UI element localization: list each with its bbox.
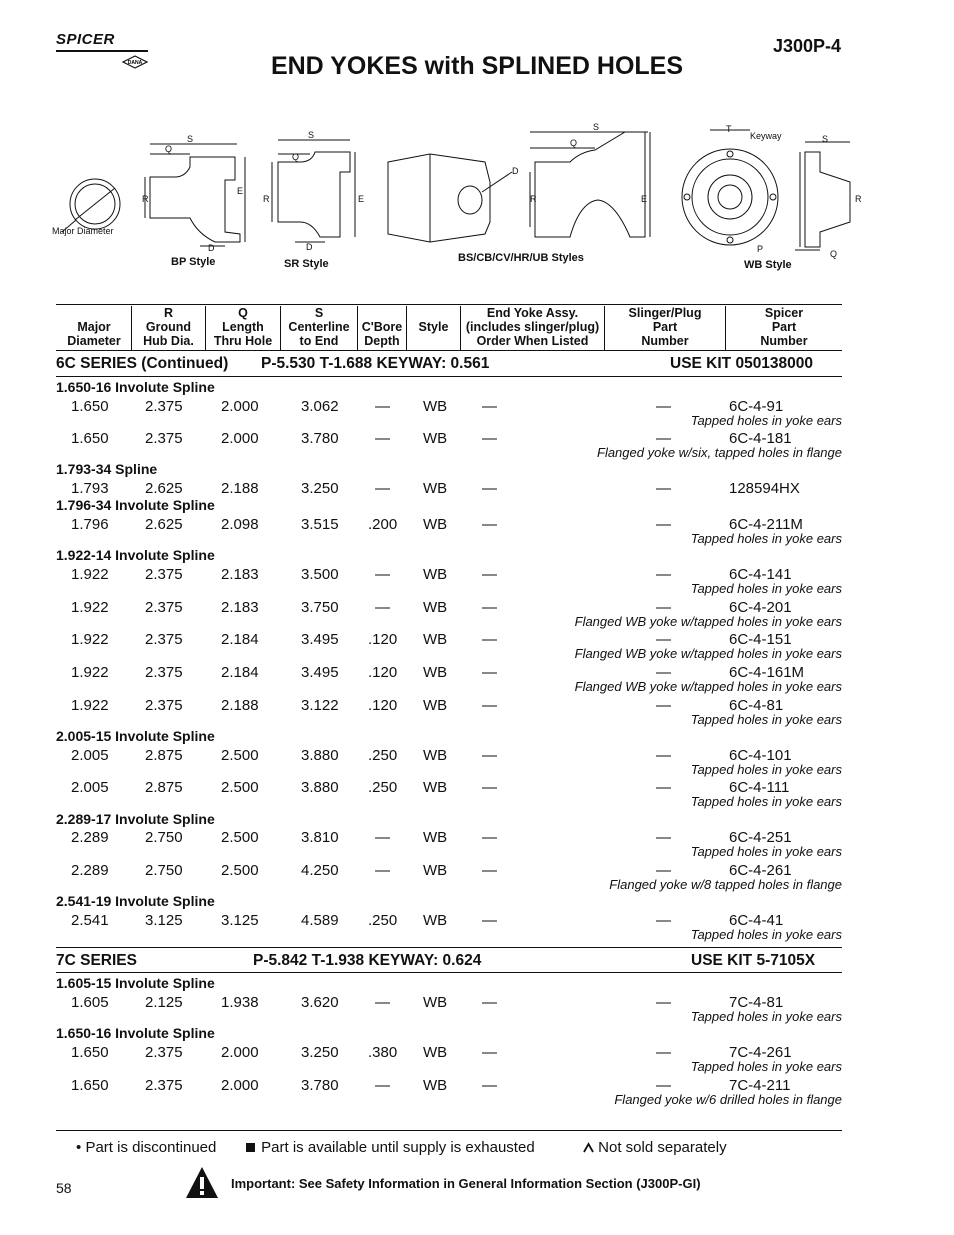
column-header-end-yoke-assy — [461, 306, 604, 348]
cell-assy: — — [482, 631, 497, 648]
dim-label-r: R — [855, 194, 862, 204]
bs-style-side-drawing — [530, 132, 650, 237]
legend-supply — [246, 1139, 535, 1156]
cell-slinger: — — [656, 516, 671, 533]
cell-r: 2.875 — [145, 779, 183, 796]
warning-icon — [184, 1165, 220, 1201]
row-note: Flanged yoke w/six, tapped holes in flange — [597, 445, 842, 460]
section-rule — [56, 376, 842, 377]
cell-style: WB — [423, 516, 448, 533]
column-header-r — [132, 306, 205, 348]
cell-style: WB — [423, 912, 448, 929]
cell-slinger: — — [656, 480, 671, 497]
cell-r: 2.375 — [145, 1044, 183, 1061]
cell-part-number: 6C-4-211M — [729, 516, 803, 533]
cell-cbore: .250 — [368, 779, 398, 796]
cell-slinger: — — [656, 664, 671, 681]
cell-s: 3.880 — [301, 779, 339, 796]
cell-assy: — — [482, 1077, 497, 1094]
cell-style: WB — [423, 566, 448, 583]
cell-part-number: 6C-4-91 — [729, 398, 784, 415]
dim-label-r: R — [530, 194, 537, 204]
bs-style-drawing — [388, 154, 512, 242]
column-header-line: Hub Dia. — [143, 334, 194, 348]
cell-r: 2.625 — [145, 516, 183, 533]
cell-s: 4.589 — [301, 912, 339, 929]
cell-major: 1.922 — [71, 664, 109, 681]
cell-major: 2.289 — [71, 829, 109, 846]
row-note: Tapped holes in yoke ears — [690, 844, 842, 859]
column-header-line: (includes slinger/plug) — [465, 320, 600, 334]
brand-logo: SPICER — [56, 31, 115, 48]
cell-r: 2.375 — [145, 697, 183, 714]
cell-major: 1.650 — [71, 398, 109, 415]
cell-q: 3.125 — [221, 912, 259, 929]
column-header-line: Slinger/Plug — [628, 306, 702, 320]
cell-part-number: 6C-4-111 — [729, 779, 790, 796]
cell-r: 2.375 — [145, 631, 183, 648]
cell-q: 2.500 — [221, 779, 259, 796]
cell-major: 1.922 — [71, 631, 109, 648]
column-header-line: Number — [641, 334, 689, 348]
cell-r: 2.375 — [145, 566, 183, 583]
column-header-line: Major — [77, 320, 111, 334]
cell-assy: — — [482, 829, 497, 846]
cell-major: 2.005 — [71, 779, 109, 796]
major-diameter-label: Major Diameter — [52, 226, 114, 236]
spline-heading: 2.005-15 Involute Spline — [56, 728, 215, 744]
cell-q: 2.000 — [221, 398, 259, 415]
cell-assy: — — [482, 398, 497, 415]
column-header-line: R — [163, 306, 174, 320]
cell-s: 3.880 — [301, 747, 339, 764]
column-header-line: Part — [652, 320, 678, 334]
cell-q: 2.188 — [221, 697, 259, 714]
cell-major: 1.605 — [71, 994, 109, 1011]
cell-assy: — — [482, 430, 497, 447]
bullet-icon: • — [76, 1139, 82, 1156]
cell-style: WB — [423, 599, 448, 616]
column-header-line: Depth — [364, 334, 400, 348]
dim-label-d: D — [306, 242, 313, 252]
legend-not-sold — [583, 1139, 727, 1156]
cell-r: 2.875 — [145, 747, 183, 764]
cell-s: 3.515 — [301, 516, 339, 533]
spline-heading: 1.793-34 Spline — [56, 461, 158, 477]
column-header-line: Diameter — [67, 334, 121, 348]
dim-label-d: D — [512, 166, 519, 176]
page-number: 58 — [56, 1180, 72, 1196]
row-note: Flanged yoke w/8 tapped holes in flange — [609, 877, 842, 892]
cell-major: 1.922 — [71, 697, 109, 714]
dim-label-p: P — [757, 244, 764, 254]
column-header-line: Q — [238, 306, 248, 320]
column-header-s — [281, 306, 357, 348]
cell-r: 2.625 — [145, 480, 183, 497]
column-header-line: Centerline — [288, 320, 350, 334]
column-header-line — [358, 306, 406, 320]
cell-part-number: 7C-4-261 — [729, 1044, 792, 1061]
cell-q: 2.000 — [221, 1044, 259, 1061]
cell-assy: — — [482, 912, 497, 929]
cell-assy: — — [482, 664, 497, 681]
cell-cbore: — — [375, 862, 390, 879]
dim-label-e: E — [358, 194, 365, 204]
legend-text: Part is discontinued — [85, 1139, 217, 1156]
dim-label-s: S — [822, 134, 829, 144]
cell-style: WB — [423, 779, 448, 796]
cell-part-number: 6C-4-251 — [729, 829, 792, 846]
cell-cbore: — — [375, 1077, 390, 1094]
cell-style: WB — [423, 631, 448, 648]
cell-r: 2.375 — [145, 664, 183, 681]
table-top-rule — [56, 304, 842, 305]
column-header-line: Style — [418, 320, 449, 334]
column-header-major-diameter — [57, 306, 131, 348]
cell-major: 1.796 — [71, 516, 109, 533]
cell-style: WB — [423, 994, 448, 1011]
cell-slinger: — — [656, 1077, 671, 1094]
section-rule — [56, 972, 842, 973]
dim-label-r: R — [263, 194, 270, 204]
row-note: Tapped holes in yoke ears — [690, 1009, 842, 1024]
column-header-line — [407, 306, 460, 320]
cell-slinger: — — [656, 912, 671, 929]
legend-text: Not sold separately — [598, 1139, 727, 1156]
column-header-line: Part — [771, 320, 797, 334]
cell-slinger: — — [656, 1044, 671, 1061]
row-note: Tapped holes in yoke ears — [690, 712, 842, 727]
row-note: Tapped holes in yoke ears — [690, 794, 842, 809]
document-number: J300P-4 — [773, 36, 842, 56]
section-rule — [56, 947, 842, 948]
cell-cbore: .250 — [368, 912, 398, 929]
cell-s: 3.495 — [301, 664, 339, 681]
row-note: Flanged WB yoke w/tapped holes in yoke ears — [574, 646, 842, 661]
cell-style: WB — [423, 829, 448, 846]
dim-label-s: S — [593, 122, 600, 132]
figure-caption: BS/CB/CV/HR/UB Styles — [458, 252, 584, 264]
cell-cbore: — — [375, 398, 390, 415]
spline-heading: 2.541-19 Involute Spline — [56, 893, 215, 909]
dim-label-s: S — [187, 134, 194, 144]
cell-part-number: 6C-4-181 — [729, 430, 792, 447]
cell-assy: — — [482, 697, 497, 714]
cell-s: 3.062 — [301, 398, 339, 415]
cell-slinger: — — [656, 430, 671, 447]
cell-q: 1.938 — [221, 994, 259, 1011]
cell-cbore: — — [375, 829, 390, 846]
cell-s: 3.495 — [301, 631, 339, 648]
cell-major: 1.922 — [71, 599, 109, 616]
cell-major: 1.650 — [71, 1077, 109, 1094]
caret-icon — [583, 1142, 594, 1153]
cell-style: WB — [423, 398, 448, 415]
cell-major: 1.922 — [71, 566, 109, 583]
cell-r: 2.375 — [145, 430, 183, 447]
column-header-line: Number — [760, 334, 808, 348]
column-header-line — [407, 334, 460, 348]
cell-style: WB — [423, 1044, 448, 1061]
cell-s: 3.750 — [301, 599, 339, 616]
dim-label-e: E — [237, 186, 244, 196]
keyway-label: Keyway — [750, 131, 782, 141]
column-header-slinger-plug — [605, 306, 725, 348]
cell-major: 2.289 — [71, 862, 109, 879]
cell-r: 2.750 — [145, 829, 183, 846]
cell-s: 3.250 — [301, 1044, 339, 1061]
dim-label-d: D — [208, 243, 215, 253]
cell-s: 3.810 — [301, 829, 339, 846]
row-note: Flanged WB yoke w/tapped holes in yoke ears — [574, 679, 842, 694]
section-kit: USE KIT 5-7105X — [691, 952, 816, 969]
cell-q: 2.000 — [221, 1077, 259, 1094]
spline-end-view-drawing — [62, 179, 120, 232]
cell-cbore: — — [375, 480, 390, 497]
cell-q: 2.500 — [221, 862, 259, 879]
cell-cbore: .120 — [368, 664, 398, 681]
cell-r: 2.375 — [145, 599, 183, 616]
cell-q: 2.500 — [221, 829, 259, 846]
cell-cbore: .250 — [368, 747, 398, 764]
cell-slinger: — — [656, 631, 671, 648]
figure-caption: SR Style — [284, 258, 329, 270]
row-note: Flanged WB yoke w/tapped holes in yoke ears — [574, 614, 842, 629]
square-icon — [246, 1143, 255, 1152]
cell-slinger: — — [656, 994, 671, 1011]
cell-part-number: 6C-4-151 — [729, 631, 792, 648]
spline-heading: 1.796-34 Involute Spline — [56, 497, 215, 513]
cell-part-number: 128594HX — [729, 480, 800, 497]
column-header-q — [206, 306, 280, 348]
column-header-line: Length — [222, 320, 264, 334]
column-header-spicer-part — [726, 306, 842, 348]
cell-part-number: 6C-4-41 — [729, 912, 784, 929]
cell-assy: — — [482, 994, 497, 1011]
cell-major: 1.650 — [71, 430, 109, 447]
column-header-line: C'Bore — [361, 320, 403, 334]
cell-s: 3.780 — [301, 430, 339, 447]
cell-slinger: — — [656, 697, 671, 714]
dim-label-q: Q — [292, 152, 300, 162]
spline-heading: 1.650-16 Involute Spline — [56, 1025, 215, 1041]
cell-s: 3.122 — [301, 697, 339, 714]
row-note: Flanged yoke w/6 drilled holes in flange — [614, 1092, 842, 1107]
cell-part-number: 6C-4-101 — [729, 747, 792, 764]
cell-cbore: — — [375, 566, 390, 583]
section-spec: P-5.842 T-1.938 KEYWAY: 0.624 — [253, 952, 482, 969]
cell-assy: — — [482, 516, 497, 533]
cell-assy: — — [482, 747, 497, 764]
column-header-line: Thru Hole — [213, 334, 273, 348]
section-name: 6C SERIES (Continued) — [56, 355, 229, 372]
cell-major: 2.005 — [71, 747, 109, 764]
section-spec: P-5.530 T-1.688 KEYWAY: 0.561 — [261, 355, 490, 372]
cell-part-number: 7C-4-81 — [729, 994, 784, 1011]
cell-s: 3.620 — [301, 994, 339, 1011]
cell-assy: — — [482, 566, 497, 583]
legend-text: Part is available until supply is exhausted — [261, 1139, 535, 1156]
row-note: Tapped holes in yoke ears — [690, 531, 842, 546]
row-note: Tapped holes in yoke ears — [690, 581, 842, 596]
column-header-cbore — [358, 306, 406, 348]
dim-label-s: S — [308, 130, 315, 140]
section-kit: USE KIT 050138000 — [670, 355, 814, 372]
cell-s: 3.500 — [301, 566, 339, 583]
dim-label-q: Q — [165, 144, 173, 154]
cell-s: 3.250 — [301, 480, 339, 497]
wb-style-drawing — [682, 130, 850, 250]
cell-major: 2.541 — [71, 912, 109, 929]
safety-notice: Important: See Safety Information in General Information Section (J300P-GI) — [231, 1176, 701, 1191]
cell-r: 2.375 — [145, 398, 183, 415]
cell-style: WB — [423, 862, 448, 879]
cell-q: 2.000 — [221, 430, 259, 447]
dana-logo-text: DANA — [127, 60, 143, 66]
dim-label-r: R — [142, 194, 149, 204]
yoke-style-drawings — [50, 122, 862, 272]
cell-major: 1.793 — [71, 480, 109, 497]
cell-r: 2.750 — [145, 862, 183, 879]
column-header-line: to End — [299, 334, 339, 348]
cell-assy: — — [482, 1044, 497, 1061]
cell-q: 2.184 — [221, 664, 259, 681]
bp-style-drawing — [145, 144, 245, 246]
table-header-rule — [56, 350, 842, 351]
cell-part-number: 6C-4-201 — [729, 599, 792, 616]
cell-style: WB — [423, 480, 448, 497]
cell-s: 3.780 — [301, 1077, 339, 1094]
dim-label-q: Q — [570, 138, 578, 148]
cell-cbore: — — [375, 430, 390, 447]
spline-heading: 1.605-15 Involute Spline — [56, 975, 215, 991]
cell-cbore: .120 — [368, 697, 398, 714]
cell-assy: — — [482, 779, 497, 796]
cell-slinger: — — [656, 829, 671, 846]
section-name: 7C SERIES — [56, 952, 137, 969]
column-header-line: Ground — [145, 320, 192, 334]
cell-slinger: — — [656, 566, 671, 583]
cell-r: 2.125 — [145, 994, 183, 1011]
cell-part-number: 6C-4-81 — [729, 697, 784, 714]
cell-slinger: — — [656, 747, 671, 764]
row-note: Tapped holes in yoke ears — [690, 762, 842, 777]
cell-cbore: .120 — [368, 631, 398, 648]
cell-style: WB — [423, 697, 448, 714]
column-header-line — [57, 306, 131, 320]
cell-style: WB — [423, 664, 448, 681]
column-header-line: Spicer — [764, 306, 804, 320]
cell-cbore: .380 — [368, 1044, 398, 1061]
row-note: Tapped holes in yoke ears — [690, 413, 842, 428]
cell-s: 4.250 — [301, 862, 339, 879]
cell-assy: — — [482, 480, 497, 497]
cell-r: 2.375 — [145, 1077, 183, 1094]
row-note: Tapped holes in yoke ears — [690, 927, 842, 942]
legend-discontinued — [76, 1139, 216, 1156]
cell-style: WB — [423, 1077, 448, 1094]
spline-heading: 1.650-16 Involute Spline — [56, 379, 215, 395]
cell-q: 2.183 — [221, 599, 259, 616]
cell-cbore: — — [375, 994, 390, 1011]
cell-assy: — — [482, 862, 497, 879]
cell-q: 2.098 — [221, 516, 259, 533]
dim-label-e: E — [641, 194, 648, 204]
page-title: END YOKES with SPLINED HOLES — [270, 52, 684, 80]
cell-q: 2.183 — [221, 566, 259, 583]
cell-part-number: 6C-4-261 — [729, 862, 792, 879]
column-header-style — [407, 306, 460, 348]
dim-label-t: T — [726, 124, 732, 134]
cell-part-number: 7C-4-211 — [729, 1077, 791, 1094]
column-header-line: S — [314, 306, 324, 320]
dim-label-q: Q — [830, 249, 838, 259]
column-header-line: End Yoke Assy. — [486, 306, 579, 320]
column-header-line: Order When Listed — [476, 334, 589, 348]
cell-slinger: — — [656, 779, 671, 796]
cell-style: WB — [423, 430, 448, 447]
cell-slinger: — — [656, 862, 671, 879]
cell-style: WB — [423, 747, 448, 764]
cell-q: 2.184 — [221, 631, 259, 648]
cell-assy: — — [482, 599, 497, 616]
cell-slinger: — — [656, 398, 671, 415]
table-bottom-rule — [56, 1130, 842, 1131]
cell-cbore: .200 — [368, 516, 398, 533]
cell-major: 1.650 — [71, 1044, 109, 1061]
spline-heading: 1.922-14 Involute Spline — [56, 547, 215, 563]
cell-r: 3.125 — [145, 912, 183, 929]
cell-part-number: 6C-4-161M — [729, 664, 805, 681]
spline-heading: 2.289-17 Involute Spline — [56, 811, 215, 827]
cell-cbore: — — [375, 599, 390, 616]
cell-q: 2.188 — [221, 480, 259, 497]
sr-style-drawing — [272, 140, 355, 242]
cell-slinger: — — [656, 599, 671, 616]
row-note: Tapped holes in yoke ears — [690, 1059, 842, 1074]
figure-caption: WB Style — [744, 259, 792, 271]
cell-q: 2.500 — [221, 747, 259, 764]
cell-part-number: 6C-4-141 — [729, 566, 792, 583]
figure-caption: BP Style — [171, 256, 216, 268]
